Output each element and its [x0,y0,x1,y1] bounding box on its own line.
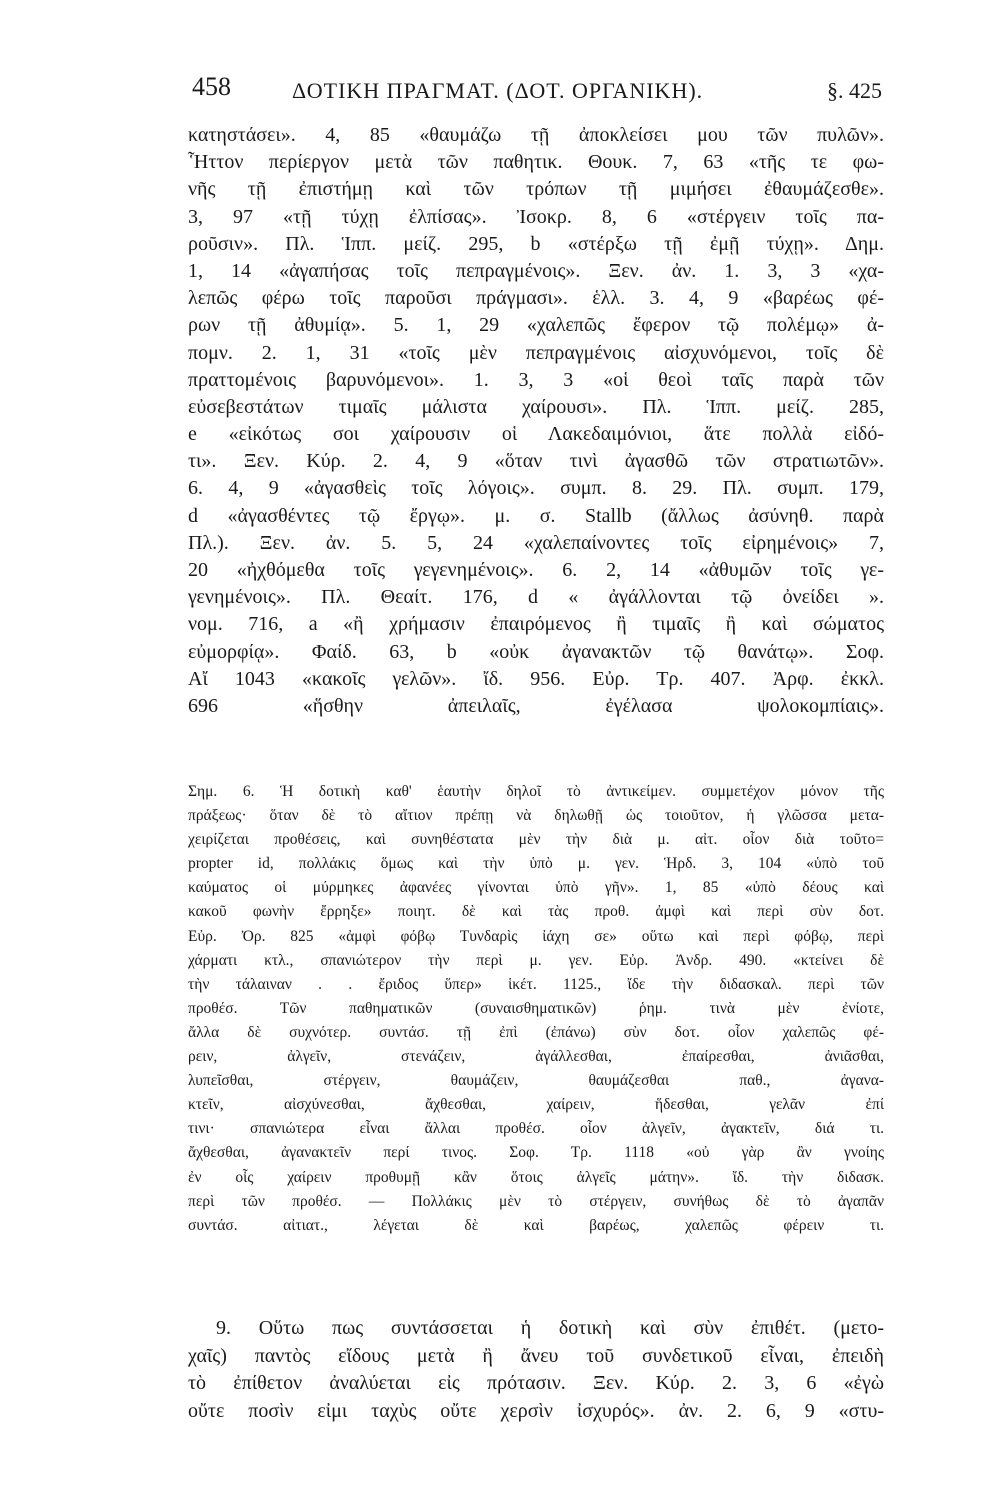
note-line: περὶ τῶν προθέσ. — Πολλάκις μὲν τὸ στέργειν, συνήθως δὲ τὸ ἀγαπᾶν [188,1192,884,1210]
paragraph-line: 9. Οὕτω πως συντάσσεται ἡ δοτικὴ καὶ σὺν ἐπιθέτ. (μετο- [216,1317,884,1339]
main-text-line: πομν. 2. 1, 31 «τοῖς μὲν πεπραγμένοις αἰσχυνόμενοι, τοῖς δὲ [188,341,884,364]
note-line: τινι· σπανιώτερα εἶναι ἄλλαι προθέσ. οἷον ἀλγεῖν, ἀγακτεῖν, διά τι. [188,1120,884,1138]
main-text-line: λεπῶς φέρω τοῖς παροῦσι πράγμασι». ἑλλ. 3. 4, 9 «βαρέως φέ- [188,287,884,310]
main-text-line: 6. 4, 9 «ἀγασθεὶς τοῖς λόγοις». συμπ. 8. 29. Πλ. συμπ. 179, [188,477,884,500]
note-line: τὴν τάλαιναν . . ἔριδος ὕπερ» ἱκέτ. 1125., ἴδε τὴν διδασκαλ. περὶ τῶν [188,975,884,993]
main-text-line: ροῦσιν». Πλ. Ἱππ. μείζ. 295, b «στέρξω τῇ ἐμῇ τύχῃ». Δημ. [188,232,884,255]
note-line: κτεῖν, αἰσχύνεσθαι, ἄχθεσθαι, χαίρειν, ἥδεσθαι, γελᾶν ἐπί [188,1096,884,1114]
note-line: ἄχθεσθαι, ἀγανακτεῖν περί τινος. Σοφ. Τρ. 1118 «οὐ γὰρ ἂν γνοίης [188,1144,884,1162]
note-line: propter id, πολλάκις ὅμως καὶ τὴν ὑπὸ μ. γεν. Ἡρδ. 3, 104 «ὑπὸ τοῦ [188,855,884,873]
note-line: χειρίζεται προθέσεις, καὶ συνηθέστατα μὲν τὴν διὰ μ. αἰτ. οἷον διὰ τοῦτο= [188,831,884,849]
main-text-line: ρων τῇ ἀθυμίᾳ». 5. 1, 29 «χαλεπῶς ἔφερον τῷ πολέμῳ» ἀ- [188,314,884,337]
note-line: Σημ. 6. Ἡ δοτικὴ καθ' ἑαυτὴν δηλοῖ τὸ ἀντικείμεν. συμμετέχον μόνον τῆς [188,783,884,800]
main-text-line: Πλ.). Ξεν. ἀν. 5. 5, 24 «χαλεπαίνοντες τοῖς εἰρημένοις» 7, [188,531,884,554]
page-number: 458 [192,72,231,101]
main-text-line: γενημένοις». Πλ. Θεαίτ. 176, d « ἀγάλλονται τῷ ὀνείδει ». [188,586,884,609]
note-line: χάρματι κτλ., σπανιώτερον τὴν περὶ μ. γεν. Εὐρ. Ἀνδρ. 490. «κτείνει δὲ [188,951,884,969]
main-text-line: νῆς τῇ ἐπιστήμῃ καὶ τῶν τρόπων τῇ μιμήσει ἐθαυμάζεσθε». [188,178,884,201]
main-text-line: εὐμορφίᾳ». Φαίδ. 63, b «οὐκ ἀγανακτῶν τῷ θανάτῳ». Σοφ. [188,640,884,663]
main-text-line: e «εἰκότως σοι χαίρουσιν οἱ Λακεδαιμόνιοι, ἅτε πολλὰ εἰδό- [188,423,884,446]
main-text-line: 3, 97 «τῇ τύχῃ ἐλπίσας». Ἰσοκρ. 8, 6 «στέργειν τοῖς πα- [188,205,884,228]
main-text-line: πραττομένοις βαρυνόμενοι». 1. 3, 3 «οἱ θεοὶ ταῖς παρὰ τῶν [188,368,884,391]
main-text-line: Αἴ 1043 «κακοῖς γελῶν». ἴδ. 956. Εὐρ. Τρ. 407. Ἀρφ. ἐκκλ. [188,667,884,690]
paragraph-line: τὸ ἐπίθετον ἀναλύεται εἰς πρότασιν. Ξεν. Κύρ. 2. 3, 6 «ἐγὼ [188,1372,884,1394]
note-line: ἄλλα δὲ συχνότερ. συντάσ. τῇ ἐπὶ (ἐπάνω) σὺν δοτ. οἷον χαλεπῶς φέ- [188,1023,884,1041]
note-line: προθέσ. Τῶν παθηματικῶν (συναισθηματικῶν) ῥημ. τινὰ μὲν ἐνίοτε, [188,999,884,1017]
main-text-line: Ἧττον περίεργον μετὰ τῶν παθητικ. Θουκ. 7, 63 «τῆς τε φω- [188,151,884,174]
note-line: κακοῦ φωνὴν ἔρρηξε» ποιητ. δὲ καὶ τὰς προθ. ἀμφὶ καὶ περὶ σὺν δοτ. [188,903,884,921]
paragraph-line: χαῖς) παντὸς εἴδους μετὰ ἢ ἄνευ τοῦ συνδετικοῦ εἶναι, ἐπειδὴ [188,1344,884,1367]
note-line: ρειν, ἀλγεῖν, στενάζειν, ἀγάλλεσθαι, ἐπαίρεσθαι, ἀνιᾶσθαι, [188,1048,884,1066]
main-text-line: τι». Ξεν. Κύρ. 2. 4, 9 «ὅταν τινὶ ἀγασθῶ τῶν στρατιωτῶν». [188,450,884,473]
main-text-line: κατηστάσει». 4, 85 «θαυμάζω τῇ ἀποκλείσει μου τῶν πυλῶν». [188,124,884,146]
main-text-line: 1, 14 «ἀγαπήσας τοῖς πεπραγμένοις». Ξεν. ἀν. 1. 3, 3 «χα- [188,259,884,282]
paragraph-line: οὔτε ποσὶν εἰμι ταχὺς οὔτε χερσὶν ἰσχυρός». ἀν. 2. 6, 9 «στυ- [188,1399,884,1422]
note-line: ἐν οἷς χαίρειν προθυμῇ κἂν ὅτοις ἀλγεῖς μάτην». ἴδ. τὴν διδασκ. [188,1168,884,1186]
section-number: §. 425 [827,78,882,103]
main-text-line: 20 «ἠχθόμεθα τοῖς γεγενημένοις». 6. 2, 14 «ἀθυμῶν τοῖς γε- [188,559,884,581]
note-line: λυπεῖσθαι, στέργειν, θαυμάζειν, θαυμάζεσθαι παθ., ἀγανα- [188,1072,884,1090]
main-text-line: νομ. 716, a «ἢ χρήμασιν ἐπαιρόμενος ἢ τιμαῖς ἢ καὶ σώματος [188,613,884,636]
running-head: ΔΟΤΙΚΗ ΠΡΑΓΜΑΤ. (ΔΟΤ. ΟΡΓΑΝΙΚΗ). [292,78,704,103]
main-text-line: d «ἀγασθέντες τῷ ἔργῳ». μ. σ. Stallb (ἄλλως ἀσύνηθ. παρὰ [188,504,884,527]
note-line: συντάσ. αἰτιατ., λέγεται δὲ καὶ βαρέως, χαλεπῶς φέρειν τι. [188,1216,884,1234]
note-line: Εὐρ. Ὀρ. 825 «ἀμφὶ φόβῳ Τυνδαρὶς ἰάχη σε» οὕτω καὶ περὶ φόβῳ, περὶ [188,927,884,945]
page-header [192,72,882,112]
note-line: καύματος οἱ μύρμηκες ἀφανέες γίνονται ὑπὸ γῆν». 1, 85 «ὑπὸ δέους καὶ [188,879,884,897]
paragraph-9 [188,1315,884,1425]
main-text-block [188,122,884,720]
main-text-line: εὐσεβεστάτων τιμαῖς μάλιστα χαίρουσι». Πλ. Ἱππ. μείζ. 285, [188,395,884,418]
main-text-line: 696 «ἥσθην ἀπειλαῖς, ἐγέλασα ψολοκομπίαις». [188,694,884,717]
note-line: πράξεως· ὅταν δὲ τὸ αἴτιον πρέπῃ νὰ δηλωθῇ ὡς τοιοῦτον, ἡ γλῶσσα μετα- [188,807,884,825]
note-block [188,780,884,1238]
